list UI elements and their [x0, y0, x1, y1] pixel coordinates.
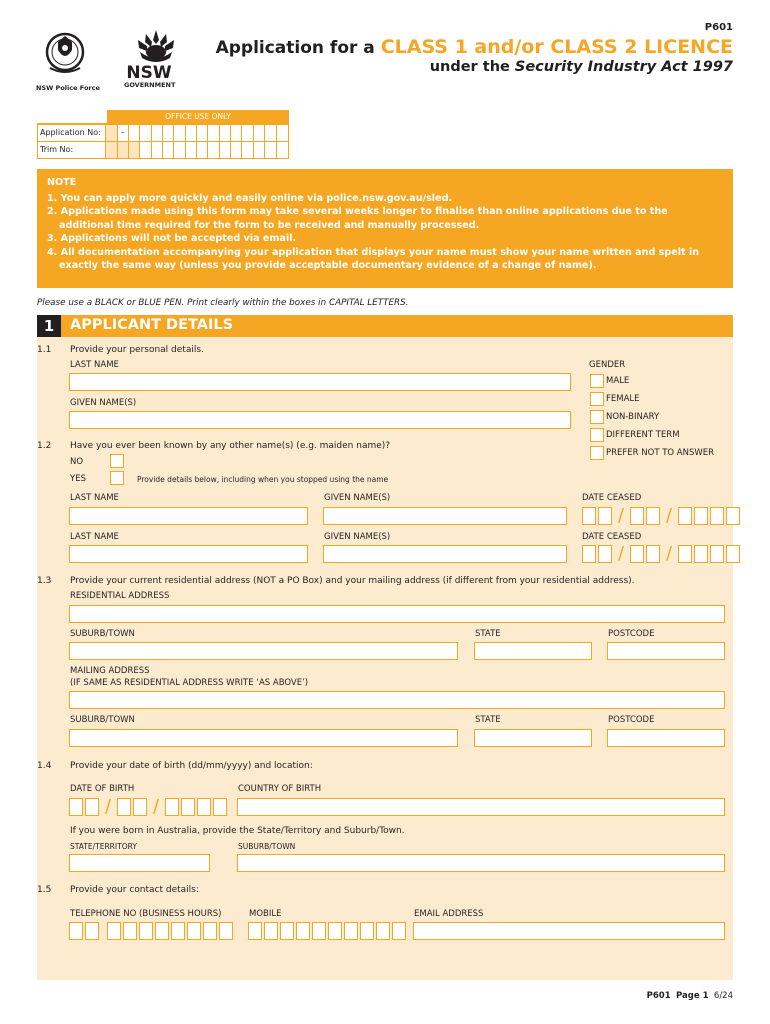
mailing-suburb-input[interactable] [69, 729, 458, 747]
date-cell[interactable] [133, 798, 147, 816]
date-cell[interactable] [213, 798, 227, 816]
gender-male-checkbox[interactable] [590, 374, 604, 388]
other-given-names-input[interactable] [323, 507, 567, 525]
no-label: NO [70, 457, 84, 467]
mailing-address-hint: (IF SAME AS RESIDENTIAL ADDRESS WRITE ‘AS ABOVE’) [70, 678, 309, 688]
other-last-name-label: LAST NAME [70, 532, 119, 542]
question-number: 1.4 [37, 761, 52, 771]
application-no-label: Application No: [38, 125, 106, 141]
given-names-label: GIVEN NAME(S) [70, 398, 137, 408]
application-no-cell[interactable] [174, 125, 185, 141]
residential-postcode-input[interactable] [607, 642, 725, 660]
date-ceased-input[interactable] [582, 545, 742, 563]
question-text: Provide your personal details. [70, 345, 204, 355]
question-number: 1.2 [37, 441, 52, 451]
date-cell[interactable] [678, 545, 692, 563]
date-cell[interactable] [710, 507, 724, 525]
application-no-cell[interactable] [242, 125, 253, 141]
digit-cell[interactable] [123, 922, 137, 940]
gender-option-label: NON-BINARY [606, 412, 660, 422]
question-text: Provide your contact details: [70, 885, 199, 895]
application-no-cell[interactable] [197, 125, 208, 141]
nsw-logo-text: NSW [126, 63, 172, 83]
question-number: 1.5 [37, 885, 52, 895]
question-text: Provide your date of birth (dd/mm/yyyy) and location: [70, 761, 313, 771]
date-slash: / [617, 505, 625, 526]
residential-address-input[interactable] [69, 605, 725, 623]
trim-no-cell[interactable] [254, 142, 265, 158]
application-no-cell[interactable] [265, 125, 276, 141]
application-no-cell[interactable] [129, 125, 140, 141]
office-use-body [37, 123, 289, 159]
digit-cell[interactable] [248, 922, 262, 940]
residential-suburb-input[interactable] [69, 642, 458, 660]
last-name-input[interactable] [69, 373, 571, 391]
trim-no-cell[interactable] [208, 142, 219, 158]
application-no-cell[interactable] [152, 125, 163, 141]
digit-cell[interactable] [344, 922, 358, 940]
page-subtitle [430, 59, 733, 75]
digit-cell[interactable] [171, 922, 185, 940]
mailing-address-input[interactable] [69, 691, 725, 709]
section-title: APPLICANT DETAILS [70, 317, 234, 333]
form-code: P601 [704, 22, 733, 33]
digit-cell[interactable] [312, 922, 326, 940]
subtitle-prefix: under the [429, 59, 515, 75]
state-label: STATE [475, 629, 501, 639]
country-of-birth-label: COUNTRY OF BIRTH [238, 784, 322, 794]
digit-cell[interactable] [203, 922, 217, 940]
date-cell[interactable] [630, 507, 644, 525]
application-no-row [38, 124, 288, 142]
phone-input[interactable] [69, 922, 235, 940]
office-use-heading: OFFICE USE ONLY [107, 110, 289, 123]
digit-cell[interactable] [360, 922, 374, 940]
note-item: 1. You can apply more quickly and easily online via police.nsw.gov.au/sled. [47, 192, 453, 204]
trim-no-cell[interactable] [231, 142, 242, 158]
state-territory-label: STATE/TERRITORY [70, 842, 137, 851]
trim-no-label: Trim No: [38, 142, 106, 158]
date-cell[interactable] [165, 798, 179, 816]
birth-suburb-label: SUBURB/TOWN [238, 842, 296, 851]
digit-cell[interactable] [85, 922, 99, 940]
digit-cell[interactable] [219, 922, 233, 940]
trim-no-cell[interactable] [163, 142, 174, 158]
trim-no-cell[interactable] [186, 142, 197, 158]
date-cell[interactable] [646, 545, 660, 563]
note-panel [37, 169, 733, 288]
trim-no-cell[interactable] [129, 142, 140, 158]
gender-nonbinary-checkbox[interactable] [590, 410, 604, 424]
mailing-address-label: MAILING ADDRESS [70, 666, 150, 676]
other-last-name-label: LAST NAME [70, 493, 119, 503]
gender-option-label: PREFER NOT TO ANSWER [606, 448, 715, 458]
police-crest-icon [36, 28, 106, 80]
office-use-table [37, 110, 289, 159]
application-no-cell[interactable] [277, 125, 288, 141]
other-last-name-input[interactable] [69, 507, 308, 525]
section-number: 1 [37, 315, 61, 337]
note-item: 3. Applications will not be accepted via email. [47, 233, 297, 244]
nsw-police-logo [36, 28, 106, 90]
date-cell[interactable] [694, 545, 708, 563]
application-no-cell[interactable] [140, 125, 151, 141]
gender-different-term-checkbox[interactable] [590, 428, 604, 442]
date-cell[interactable] [197, 798, 211, 816]
trim-no-row [38, 142, 288, 159]
date-slash: / [665, 505, 673, 526]
date-slash: / [665, 543, 673, 564]
page-footer [647, 991, 733, 1001]
footer-code: P601 [646, 991, 671, 1001]
date-cell[interactable] [181, 798, 195, 816]
pen-instruction: Please use a BLACK or BLUE PEN. Print clearly within the boxes in CAPITAL LETTERS. [37, 298, 409, 308]
nsw-government-logo [124, 28, 188, 90]
email-input[interactable] [413, 922, 725, 940]
date-cell[interactable] [694, 507, 708, 525]
trim-no-cell[interactable] [220, 142, 231, 158]
application-no-cell[interactable] [220, 125, 231, 141]
note-item: 2. Applications made using this form may take several weeks longer to finalise than online applications due to the additional time required for the form to be received and manually processed. [47, 206, 668, 231]
date-cell[interactable] [630, 545, 644, 563]
state-label: STATE [475, 715, 501, 725]
last-name-label: LAST NAME [70, 360, 119, 370]
digit-cell[interactable] [187, 922, 201, 940]
trim-no-cell[interactable] [140, 142, 151, 158]
gender-option-label: MALE [606, 376, 630, 386]
other-given-names-input[interactable] [323, 545, 567, 563]
date-slash: / [104, 796, 112, 817]
yes-label: YES [70, 474, 86, 484]
postcode-label: POSTCODE [608, 629, 655, 639]
mailing-state-input[interactable] [474, 729, 592, 747]
digit-cell[interactable] [107, 922, 121, 940]
application-no-cell[interactable] [208, 125, 219, 141]
date-cell[interactable] [598, 507, 612, 525]
trim-no-cell[interactable] [242, 142, 253, 158]
question-number: 1.3 [37, 576, 52, 586]
other-names-yes-checkbox[interactable] [110, 471, 124, 485]
phone-label: TELEPHONE NO (BUSINESS HOURS) [70, 909, 222, 919]
trim-no-cell[interactable] [118, 142, 129, 158]
waratah-icon [124, 28, 188, 62]
nsw-logo-caption: GOVERNMENT [124, 81, 176, 89]
date-cell[interactable] [85, 798, 99, 816]
digit-cell[interactable] [69, 922, 83, 940]
mailing-postcode-input[interactable] [607, 729, 725, 747]
dob-label: DATE OF BIRTH [70, 784, 135, 794]
digit-cell[interactable] [264, 922, 278, 940]
mobile-input[interactable] [248, 922, 408, 940]
digit-cell[interactable] [328, 922, 342, 940]
application-no-cell[interactable] [106, 125, 117, 141]
date-cell[interactable] [646, 507, 660, 525]
date-cell[interactable] [582, 507, 596, 525]
police-logo-caption: NSW Police Force [36, 84, 100, 92]
question-text: Provide your current residential address (NOT a PO Box) and your mailing address (if different from your residential address). [70, 576, 635, 586]
other-given-names-label: GIVEN NAME(S) [324, 493, 391, 503]
gender-label: GENDER [589, 360, 626, 370]
title-prefix: Application for a [215, 38, 381, 58]
date-cell[interactable] [582, 545, 596, 563]
digit-cell[interactable] [139, 922, 153, 940]
residential-address-label: RESIDENTIAL ADDRESS [70, 591, 170, 601]
given-names-input[interactable] [69, 411, 571, 429]
date-cell[interactable] [117, 798, 131, 816]
residential-state-input[interactable] [474, 642, 592, 660]
digit-cell[interactable] [376, 922, 390, 940]
yes-hint: Provide details below, including when you stopped using the name [137, 475, 389, 484]
suburb-label: SUBURB/TOWN [70, 715, 135, 725]
subtitle-act: Security Industry Act 1997 [514, 59, 733, 75]
date-cell[interactable] [598, 545, 612, 563]
gender-prefer-not-checkbox[interactable] [590, 446, 604, 460]
note-heading: NOTE [47, 177, 77, 188]
application-no-cell[interactable] [163, 125, 174, 141]
date-cell[interactable] [710, 545, 724, 563]
date-cell[interactable] [678, 507, 692, 525]
other-names-no-checkbox[interactable] [110, 454, 124, 468]
date-slash: / [152, 796, 160, 817]
gender-option-label: FEMALE [606, 394, 640, 404]
suburb-label: SUBURB/TOWN [70, 629, 135, 639]
date-ceased-input[interactable] [582, 507, 742, 525]
title-highlight: CLASS 1 and/or CLASS 2 LICENCE [380, 36, 733, 58]
gender-female-checkbox[interactable] [590, 392, 604, 406]
date-cell[interactable] [726, 507, 740, 525]
gender-option-label: DIFFERENT TERM [606, 430, 680, 440]
other-given-names-label: GIVEN NAME(S) [324, 532, 391, 542]
application-no-cell[interactable] [186, 125, 197, 141]
other-last-name-input[interactable] [69, 545, 308, 563]
country-of-birth-input[interactable] [237, 798, 725, 816]
trim-no-cell[interactable] [106, 142, 117, 158]
application-no-cell[interactable] [254, 125, 265, 141]
page-title [216, 36, 733, 58]
date-cell[interactable] [69, 798, 83, 816]
trim-no-cell[interactable] [265, 142, 276, 158]
note-item: 4. All documentation accompanying your application that displays your name must show your name written and spelt in exactly the same way (unless you provide acceptable documentary evidence of a change of name). [47, 246, 700, 271]
digit-cell[interactable] [280, 922, 294, 940]
question-text: Have you ever been known by any other name(s) (e.g. maiden name)? [70, 441, 391, 451]
trim-no-cell[interactable] [277, 142, 288, 158]
question-number: 1.1 [37, 345, 52, 355]
footer-page: Page 1 [676, 991, 709, 1001]
footer-date: 6/24 [713, 991, 733, 1001]
date-ceased-label: DATE CEASED [582, 532, 642, 542]
date-cell[interactable] [726, 545, 740, 563]
date-ceased-label: DATE CEASED [582, 493, 642, 503]
digit-cell[interactable] [392, 922, 406, 940]
dob-input[interactable] [69, 798, 229, 816]
birth-suburb-input[interactable] [237, 854, 725, 872]
trim-no-cell[interactable] [152, 142, 163, 158]
mobile-label: MOBILE [249, 909, 282, 919]
australia-birth-text: If you were born in Australia, provide the State/Territory and Suburb/Town. [70, 826, 405, 836]
postcode-label: POSTCODE [608, 715, 655, 725]
trim-no-cell[interactable] [174, 142, 185, 158]
date-slash: / [617, 543, 625, 564]
application-no-separator: – [118, 125, 129, 141]
email-label: EMAIL ADDRESS [414, 909, 484, 919]
digit-cell[interactable] [296, 922, 310, 940]
digit-cell[interactable] [155, 922, 169, 940]
application-no-cell[interactable] [231, 125, 242, 141]
birth-state-input[interactable] [69, 854, 210, 872]
trim-no-cell[interactable] [197, 142, 208, 158]
